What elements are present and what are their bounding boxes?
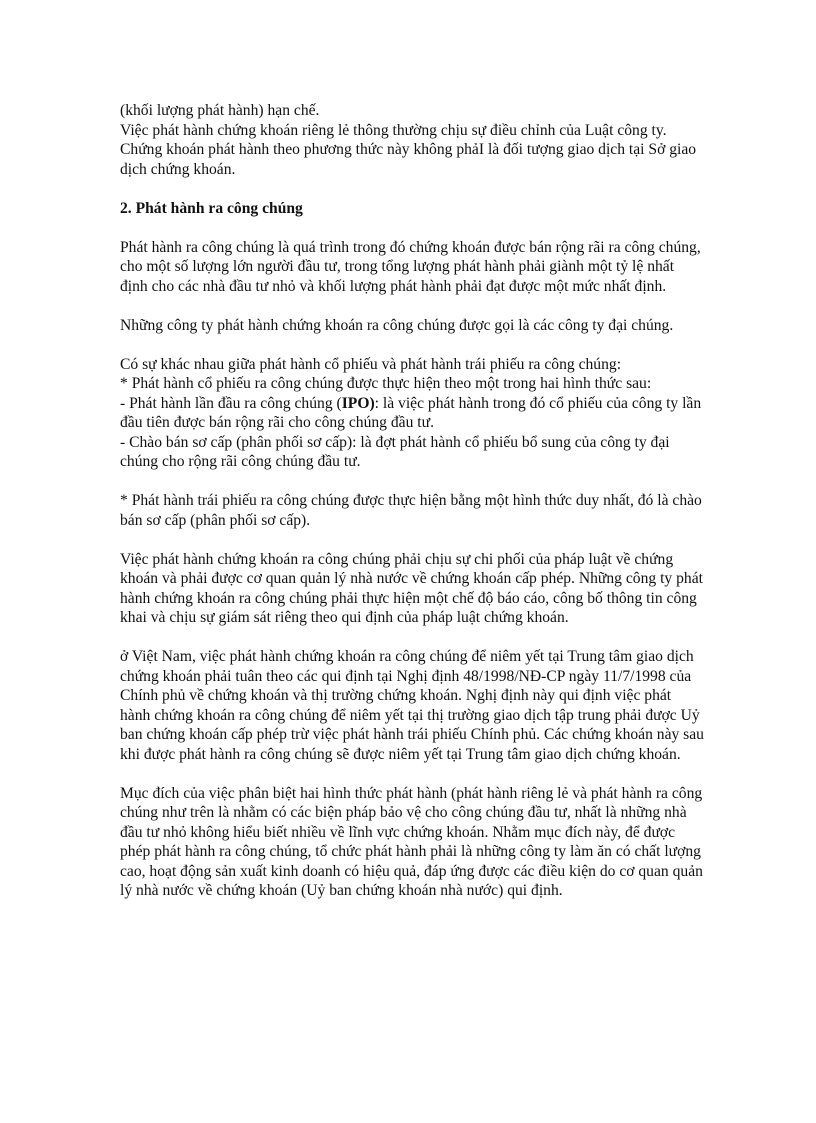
spacer [120,335,704,355]
spacer [120,472,704,492]
differences-intro: Có sự khác nhau giữa phát hành cổ phiếu và phát hành trái phiếu ra công chúng: [120,355,622,373]
paragraph-differences [120,355,704,472]
paragraph-purpose: Mục đích của việc phân biệt hai hình thức phát hành (phát hành riêng lẻ và phát hành ra công chúng như trên là nhằm có các biện pháp bảo vệ cho công chúng đầu tư, nhất là những nhà đầu tư nhỏ không hiểu biết nhiều về lĩnh vực chứng khoán. Nhằm mục đích này, để được phép phát hành ra công chúng, tổ chức phát hành phải là những công ty làm ăn có chất lượng cao, hoạt động sản xuất kinh doanh có hiệu quả, đáp ứng được các điều kiện do cơ quan quản lý nhà nước về chứng khoán (Uỷ ban chứng khoán nhà nước) qui định. [120,784,703,899]
paragraph-public-offering-definition: Phát hành ra công chúng là quá trình trong đó chứng khoán được bán rộng rãi ra công chúng, cho một số lượng lớn người đầu tư, trong tổng lượng phát hành phải giành một tỷ lệ nhất định cho các nhà đầu tư nhỏ và khối lượng phát hành phải đạt được một mức nhất định. [120,238,701,295]
spacer [120,179,704,199]
spacer [120,296,704,316]
document-page [120,101,704,901]
ipo-item [120,394,704,433]
spacer [120,530,704,550]
paragraph-private-issuance: Việc phát hành chứng khoán riêng lẻ thông thường chịu sự điều chỉnh của Luật công ty. Chứng khoán phát hành theo phương thức này không phảI là đối tượng giao dịch tại Sở giao dịch chứng khoán. [120,121,697,178]
paragraph-public-companies: Những công ty phát hành chứng khoán ra công chúng được gọi là các công ty đại chúng. [120,316,674,334]
primary-offering-item: - Chào bán sơ cấp (phân phối sơ cấp): là đợt phát hành cổ phiếu bổ sung của công ty đại chúng cho rộng rãi công chúng đầu tư. [120,433,670,470]
spacer [120,764,704,784]
paragraph-bond-issuance: * Phát hành trái phiếu ra công chúng được thực hiện bằng một hình thức duy nhất, đó là chào bán sơ cấp (phân phối sơ cấp). [120,492,702,529]
paragraph-vietnam: ở Việt Nam, việc phát hành chứng khoán ra công chúng để niêm yết tại Trung tâm giao dịch chứng khoán phải tuân theo các qui định tại Nghị định 48/1998/NĐ-CP ngày 11/7/1998 của Chính phủ về chứng khoán và thị trường chứng khoán. Nghị định này qui định việc phát hành chứng khoán ra công chúng để niêm yết tại thị trường giao dịch tập trung phải được Uỷ ban chứng khoán cấp phép trừ việc phát hành trái phiếu Chính phủ. Các chứng khoán này sau khi được phát hành ra công chúng sẽ được niêm yết tại Trung tâm giao dịch chứng khoán. [120,648,704,763]
spacer [120,628,704,648]
paragraph-continuation: (khối lượng phát hành) hạn chế. [120,102,320,119]
ipo-item-description: : là việc phát hành trong đó cổ phiếu của công ty lần đầu tiên được bán rộng rãi cho công chúng đầu tư. [120,394,702,431]
spacer [120,218,704,238]
ipo-item-prefix: - Phát hành lần đầu ra công chúng ( [120,394,342,412]
section-heading: 2. Phát hành ra công chúng [120,199,303,217]
stock-issuance-forms: * Phát hành cổ phiếu ra công chúng được thực hiện theo một trong hai hình thức sau: [120,375,652,392]
ipo-abbreviation: IPO) [341,394,375,412]
paragraph-regulation: Việc phát hành chứng khoán ra công chúng phải chịu sự chi phối của pháp luật về chứng khoán và phải được cơ quan quản lý nhà nước về chứng khoán cấp phép. Những công ty phát hành chứng khoán ra công chúng phải thực hiện một chế độ báo cáo, công bố thông tin công khai và chịu sự giám sát riêng theo qui định của pháp luật chứng khoán. [120,550,703,626]
